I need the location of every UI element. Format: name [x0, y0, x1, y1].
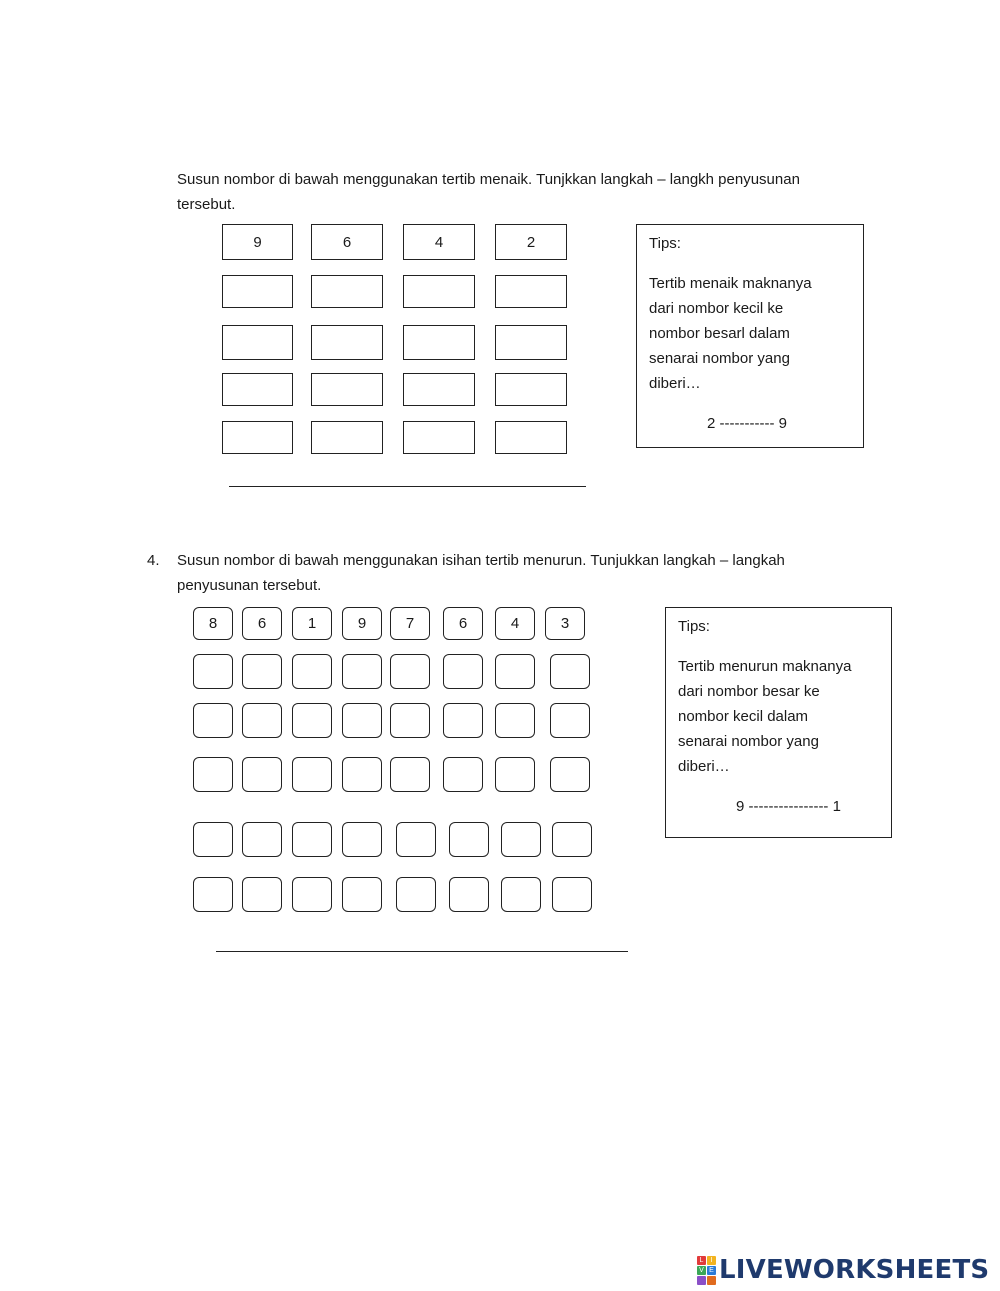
q3-tips-line: dari nombor kecil ke: [649, 300, 784, 317]
q3-answer-box[interactable]: [495, 275, 567, 308]
q4-answer-box[interactable]: [443, 703, 483, 738]
q4-answer-box[interactable]: [396, 822, 436, 857]
q3-instruction-line1: Susun nombor di bawah menggunakan tertib menaik. Tunjkkan langkah – langkh penyusunan: [177, 171, 800, 188]
logo-mark-icon: [697, 1256, 716, 1285]
q3-number-box: 9: [222, 224, 293, 260]
q3-answer-box[interactable]: [495, 325, 567, 360]
logo-mark-square: L: [697, 1256, 706, 1265]
q4-answer-box[interactable]: [193, 822, 233, 857]
q4-answer-box[interactable]: [552, 822, 592, 857]
q4-number-box: 6: [443, 607, 483, 640]
q4-answer-box[interactable]: [443, 654, 483, 689]
q4-answer-box[interactable]: [193, 703, 233, 738]
q4-answer-box[interactable]: [443, 757, 483, 792]
q4-answer-box[interactable]: [501, 877, 541, 912]
q4-tips-range: 9 ---------------- 1: [736, 798, 841, 815]
q4-answer-box[interactable]: [242, 654, 282, 689]
q4-answer-box[interactable]: [552, 877, 592, 912]
q3-number-box: 2: [495, 224, 567, 260]
q4-answer-line[interactable]: [216, 951, 628, 952]
q3-answer-box[interactable]: [311, 275, 383, 308]
q4-answer-box[interactable]: [495, 703, 535, 738]
q3-answer-box[interactable]: [222, 421, 293, 454]
q3-answer-box[interactable]: [311, 325, 383, 360]
q4-instruction-line1: Susun nombor di bawah menggunakan isihan tertib menurun. Tunjukkan langkah – langkah: [177, 552, 785, 569]
q4-answer-box[interactable]: [193, 877, 233, 912]
q4-answer-box[interactable]: [242, 877, 282, 912]
liveworksheets-logo[interactable]: [697, 1255, 989, 1285]
q3-instruction-line2: tersebut.: [177, 196, 236, 213]
q3-answer-box[interactable]: [403, 373, 475, 406]
q4-answer-box[interactable]: [495, 757, 535, 792]
logo-mark-square: [707, 1276, 716, 1285]
q3-answer-box[interactable]: [222, 275, 293, 308]
q3-tips-line: diberi…: [649, 375, 701, 392]
q4-answer-box[interactable]: [550, 654, 590, 689]
q4-tips-line: nombor kecil dalam: [678, 708, 809, 725]
q4-answer-box[interactable]: [242, 822, 282, 857]
q4-answer-box[interactable]: [342, 877, 382, 912]
q4-tips-line: Tertib menurun maknanya: [678, 658, 852, 675]
q4-answer-box[interactable]: [292, 822, 332, 857]
q3-answer-box[interactable]: [222, 373, 293, 406]
q4-answer-box[interactable]: [292, 654, 332, 689]
q4-answer-box[interactable]: [292, 757, 332, 792]
q4-answer-box[interactable]: [449, 822, 489, 857]
q4-number-box: 1: [292, 607, 332, 640]
q4-number-box: 6: [242, 607, 282, 640]
q4-answer-box[interactable]: [550, 703, 590, 738]
q3-answer-box[interactable]: [495, 421, 567, 454]
q4-instruction-line2: penyusunan tersebut.: [177, 577, 322, 594]
logo-mark-square: I: [707, 1256, 716, 1265]
q3-tips-title: Tips:: [649, 235, 681, 252]
logo-mark-square: [697, 1276, 706, 1285]
q4-answer-box[interactable]: [292, 703, 332, 738]
q3-answer-box[interactable]: [311, 373, 383, 406]
q3-tips-line: senarai nombor yang: [649, 350, 790, 367]
q3-tips-line: nombor besarl dalam: [649, 325, 790, 342]
q4-number-box: 8: [193, 607, 233, 640]
logo-mark-square: E: [707, 1266, 716, 1275]
q4-answer-box[interactable]: [495, 654, 535, 689]
q4-number-box: 3: [545, 607, 585, 640]
q4-answer-box[interactable]: [193, 757, 233, 792]
logo-mark-square: V: [697, 1266, 706, 1275]
q4-answer-box[interactable]: [292, 877, 332, 912]
logo-text: LIVEWORKSHEETS: [719, 1255, 990, 1285]
q3-answer-line[interactable]: [229, 486, 586, 487]
q4-answer-box[interactable]: [193, 654, 233, 689]
q4-answer-box[interactable]: [342, 703, 382, 738]
q3-answer-box[interactable]: [403, 325, 475, 360]
q3-answer-box[interactable]: [403, 421, 475, 454]
q3-number-box: 6: [311, 224, 383, 260]
q4-answer-box[interactable]: [342, 654, 382, 689]
q3-answer-box[interactable]: [403, 275, 475, 308]
q3-answer-box[interactable]: [495, 373, 567, 406]
q4-number-box: 7: [390, 607, 430, 640]
q4-answer-box[interactable]: [242, 757, 282, 792]
q4-answer-box[interactable]: [449, 877, 489, 912]
q4-answer-box[interactable]: [342, 822, 382, 857]
q4-answer-box[interactable]: [390, 654, 430, 689]
q4-tips-line: dari nombor besar ke: [678, 683, 820, 700]
q4-answer-box[interactable]: [396, 877, 436, 912]
q4-answer-box[interactable]: [501, 822, 541, 857]
q3-number-box: 4: [403, 224, 475, 260]
q4-number-box: 9: [342, 607, 382, 640]
q4-answer-box[interactable]: [342, 757, 382, 792]
q4-tips-line: diberi…: [678, 758, 730, 775]
q4-number-box: 4: [495, 607, 535, 640]
q3-tips-line: Tertib menaik maknanya: [649, 275, 812, 292]
q3-answer-box[interactable]: [222, 325, 293, 360]
q4-question-number: 4.: [147, 552, 160, 569]
q4-answer-box[interactable]: [242, 703, 282, 738]
q4-tips-title: Tips:: [678, 618, 710, 635]
q4-tips-box: [665, 607, 892, 838]
q3-tips-box: [636, 224, 864, 448]
q3-tips-range: 2 ----------- 9: [707, 415, 787, 432]
q4-answer-box[interactable]: [390, 703, 430, 738]
q4-tips-line: senarai nombor yang: [678, 733, 819, 750]
q4-answer-box[interactable]: [550, 757, 590, 792]
q3-answer-box[interactable]: [311, 421, 383, 454]
q4-answer-box[interactable]: [390, 757, 430, 792]
